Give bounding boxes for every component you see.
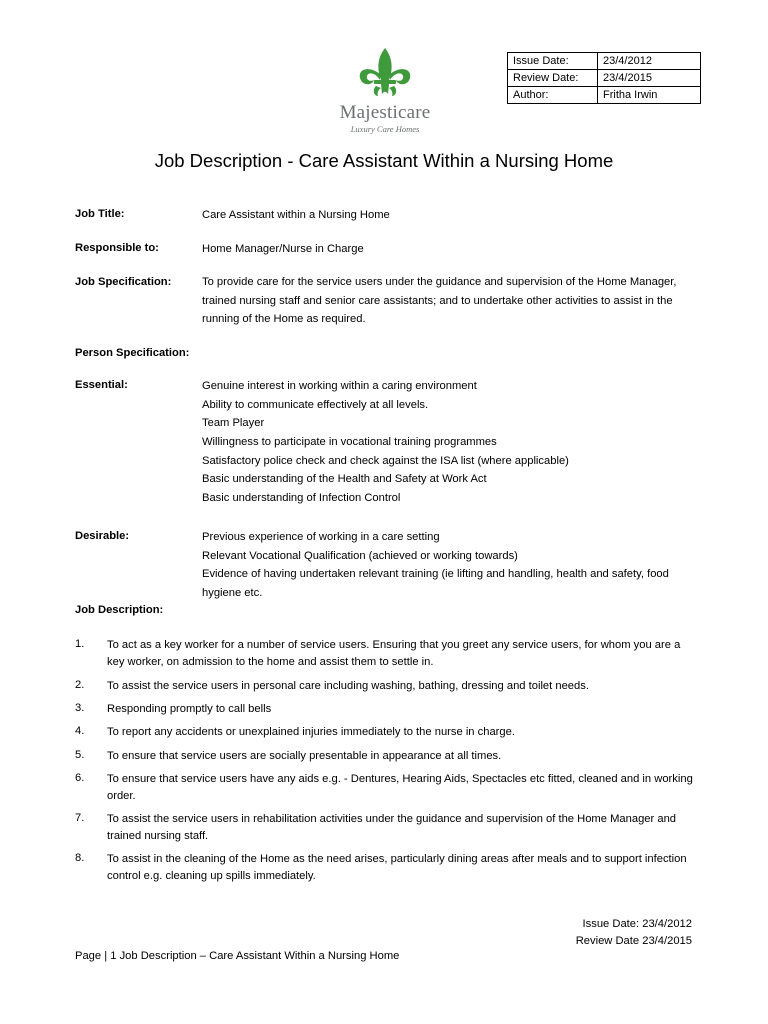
essential-item: Ability to communicate effectively at all levels. [202, 398, 429, 411]
author-value: Fritha Irwin [598, 87, 701, 104]
fleur-de-lis-icon [322, 44, 448, 104]
review-date-row [508, 70, 701, 87]
essential-item: Basic understanding of Infection Control [202, 492, 401, 505]
desirable-label: Desirable: [75, 530, 130, 542]
document-info-table [507, 52, 701, 104]
list-number: 5. [75, 749, 85, 761]
job-specification-value: To provide care for the service users under the guidance and supervision of the Home Manager, trained nursing staff and senior care assistants; and to undertake other activities to assist in the running of the Home as required. [202, 276, 677, 326]
issue-date-label: Issue Date: [508, 53, 598, 70]
desirable-list [202, 528, 692, 603]
author-label: Author: [508, 87, 598, 104]
desirable-item: Relevant Vocational Qualification (achieved or working towards) [202, 549, 518, 562]
job-title-label: Job Title: [75, 208, 125, 220]
responsible-to-value: Home Manager/Nurse in Charge [202, 243, 364, 255]
list-item: To assist in the cleaning of the Home as the need arises, particularly dining areas after meals and to support infection control e.g. cleaning up spills immediately. [107, 853, 687, 882]
logo-tagline: Luxury Care Homes [350, 124, 420, 134]
desirable-item: Evidence of having undertaken relevant training (ie lifting and handling, health and safety, food hygiene etc. [202, 568, 669, 600]
essential-list [202, 377, 569, 508]
list-item: To ensure that service users have any aids e.g. - Dentures, Hearing Aids, Spectacles etc fitted, cleaned and in working order. [107, 773, 693, 802]
list-number: 1. [75, 638, 85, 650]
footer-review-date: Review Date 23/4/2015 [575, 935, 692, 947]
company-logo [322, 44, 448, 144]
list-number: 7. [75, 812, 85, 824]
list-number: 4. [75, 725, 85, 737]
list-item: To act as a key worker for a number of service users. Ensuring that you greet any service users, for whom you are a key worker, on admission to the home and assist them to settle in. [107, 639, 681, 668]
list-item: To assist the service users in rehabilitation activities under the guidance and supervision of the Home Manager and trained nursing staff. [107, 813, 677, 842]
logo-name: Majesticare [339, 102, 431, 123]
issue-date-value: 23/4/2012 [598, 53, 701, 70]
review-date-value: 23/4/2015 [598, 70, 701, 87]
list-item: To ensure that service users are socially presentable in appearance at all times. [107, 750, 502, 762]
essential-item: Willingness to participate in vocational training programmes [202, 436, 497, 449]
job-title-value: Care Assistant within a Nursing Home [202, 209, 390, 221]
person-specification-label: Person Specification: [75, 347, 190, 359]
list-item: Responding promptly to call bells [107, 703, 272, 715]
essential-item: Team Player [202, 417, 265, 430]
document-title: Job Description - Care Assistant Within a Nursing Home [154, 150, 614, 171]
issue-date-row [508, 53, 701, 70]
essential-item: Genuine interest in working within a caring environment [202, 380, 477, 392]
essential-item: Satisfactory police check and check against the ISA list (where applicable) [202, 454, 569, 467]
responsible-to-label: Responsible to: [75, 242, 159, 254]
list-number: 8. [75, 852, 85, 864]
job-specification-label: Job Specification: [75, 276, 172, 288]
list-item: To report any accidents or unexplained injuries immediately to the nurse in charge. [107, 726, 515, 738]
list-number: 2. [75, 679, 85, 691]
essential-label: Essential: [75, 379, 128, 391]
list-item: To assist the service users in personal care including washing, bathing, dressing and toilet needs. [107, 680, 589, 692]
review-date-label: Review Date: [508, 70, 598, 87]
list-number: 3. [75, 702, 85, 714]
footer-issue-date: Issue Date: 23/4/2012 [582, 918, 692, 930]
author-row [508, 87, 701, 104]
footer-page-label: Page | 1 Job Description – Care Assistant Within a Nursing Home [75, 950, 400, 962]
job-description-label: Job Description: [75, 604, 164, 616]
essential-item: Basic understanding of the Health and Safety at Work Act [202, 473, 487, 486]
desirable-item: Previous experience of working in a care setting [202, 531, 440, 543]
list-number: 6. [75, 772, 85, 784]
